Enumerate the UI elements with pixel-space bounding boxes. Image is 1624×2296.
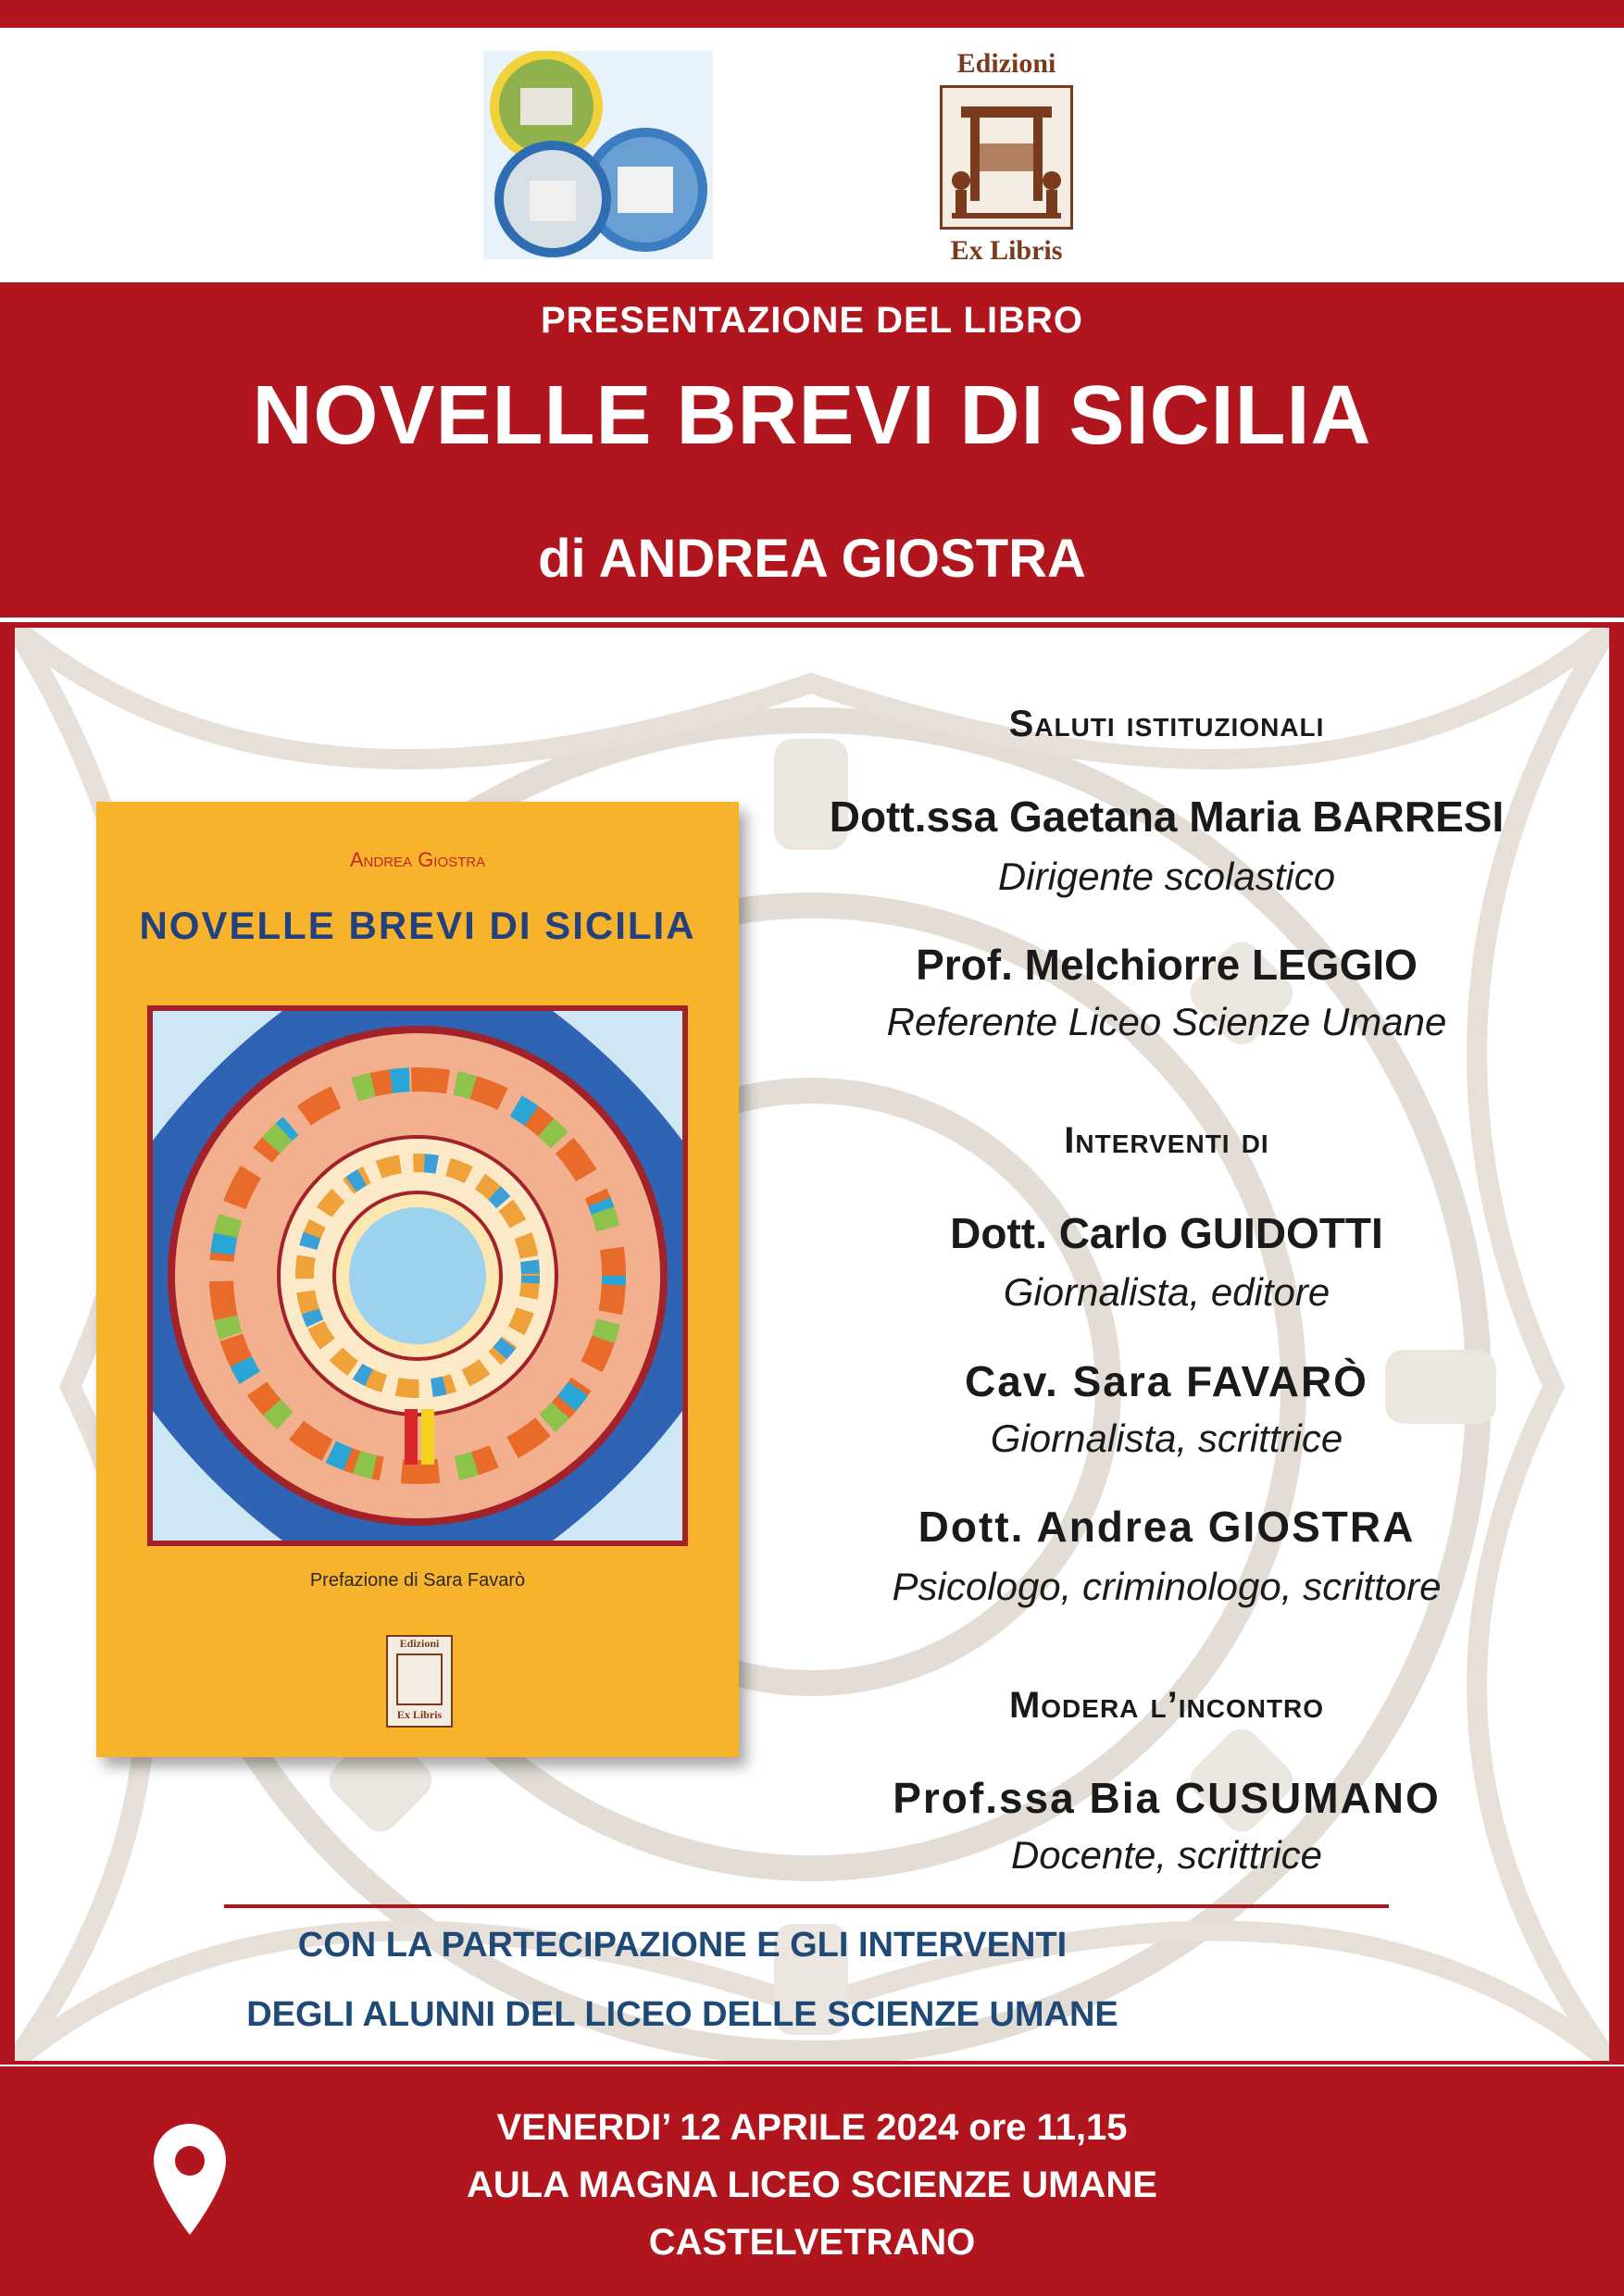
section-separator — [224, 1904, 1389, 1908]
right-border — [1609, 628, 1624, 2061]
school-logo — [483, 51, 713, 259]
book-cover — [96, 802, 739, 1757]
speaker-role: Giornalista, editore — [1003, 1270, 1330, 1314]
participation-line-1: CON LA PARTECIPAZIONE E GLI INTERVENTI — [297, 1926, 1068, 1965]
school-logo-emblem-icon — [483, 51, 713, 259]
moderator-heading: Modera l’incontro — [1008, 1685, 1325, 1726]
greetings-heading: Saluti istituzionali — [1008, 704, 1325, 744]
publisher-logo-top-text: Edizioni — [956, 48, 1056, 79]
publisher-logo-bottom-text: Ex Libris — [950, 235, 1063, 266]
speaker-name: Cav. Sara FAVARÒ — [965, 1357, 1368, 1405]
book-cover-publisher-bottom: Ex Libris — [396, 1708, 443, 1721]
event-city: CASTELVETRANO — [648, 2222, 976, 2263]
book-cover-preface: Prefazione di Sara Favarò — [309, 1570, 526, 1591]
top-red-bar — [0, 0, 1624, 28]
participation-line-2: DEGLI ALUNNI DEL LICEO DELLE SCIENZE UMANE — [246, 1995, 1118, 2034]
book-cover-mandala-icon — [147, 1005, 688, 1546]
event-venue: AULA MAGNA LICEO SCIENZE UMANE — [467, 2165, 1157, 2205]
book-cover-publisher-top: Edizioni — [399, 1637, 440, 1650]
speaker-role: Dirigente scolastico — [997, 855, 1336, 898]
publisher-logo — [937, 48, 1076, 266]
talks-heading: Interventi di — [1064, 1120, 1269, 1161]
book-cover-author: Andrea Giostra — [349, 848, 486, 871]
footer-top-line — [0, 2061, 1624, 2065]
moderator-name: Prof.ssa Bia CUSUMANO — [893, 1774, 1441, 1822]
speaker-name: Dott. Carlo GUIDOTTI — [950, 1209, 1383, 1257]
speaker-name: Dott.ssa Gaetana Maria BARRESI — [829, 792, 1505, 841]
book-cover-publisher-print-icon — [396, 1653, 443, 1705]
left-border — [0, 628, 15, 2061]
publisher-logo-print-icon — [940, 85, 1073, 230]
event-date: VENERDI’ 12 APRILE 2024 ore 11,15 — [496, 2107, 1128, 2148]
banner-subtitle: PRESENTAZIONE DEL LIBRO — [540, 300, 1083, 341]
banner-author: di ANDREA GIOSTRA — [538, 529, 1086, 589]
moderator-role: Docente, scrittrice — [1010, 1833, 1323, 1877]
speaker-role: Giornalista, scrittrice — [990, 1416, 1343, 1460]
banner-title: NOVELLE BREVI DI SICILIA — [252, 369, 1372, 462]
speaker-role: Referente Liceo Scienze Umane — [886, 1000, 1447, 1043]
speaker-name: Dott. Andrea GIOSTRA — [918, 1503, 1416, 1551]
speaker-name: Prof. Melchiorre LEGGIO — [916, 941, 1418, 989]
book-cover-title: NOVELLE BREVI DI SICILIA — [139, 904, 696, 947]
book-cover-publisher-logo — [386, 1635, 453, 1728]
speaker-role: Psicologo, criminologo, scrittore — [892, 1565, 1442, 1608]
